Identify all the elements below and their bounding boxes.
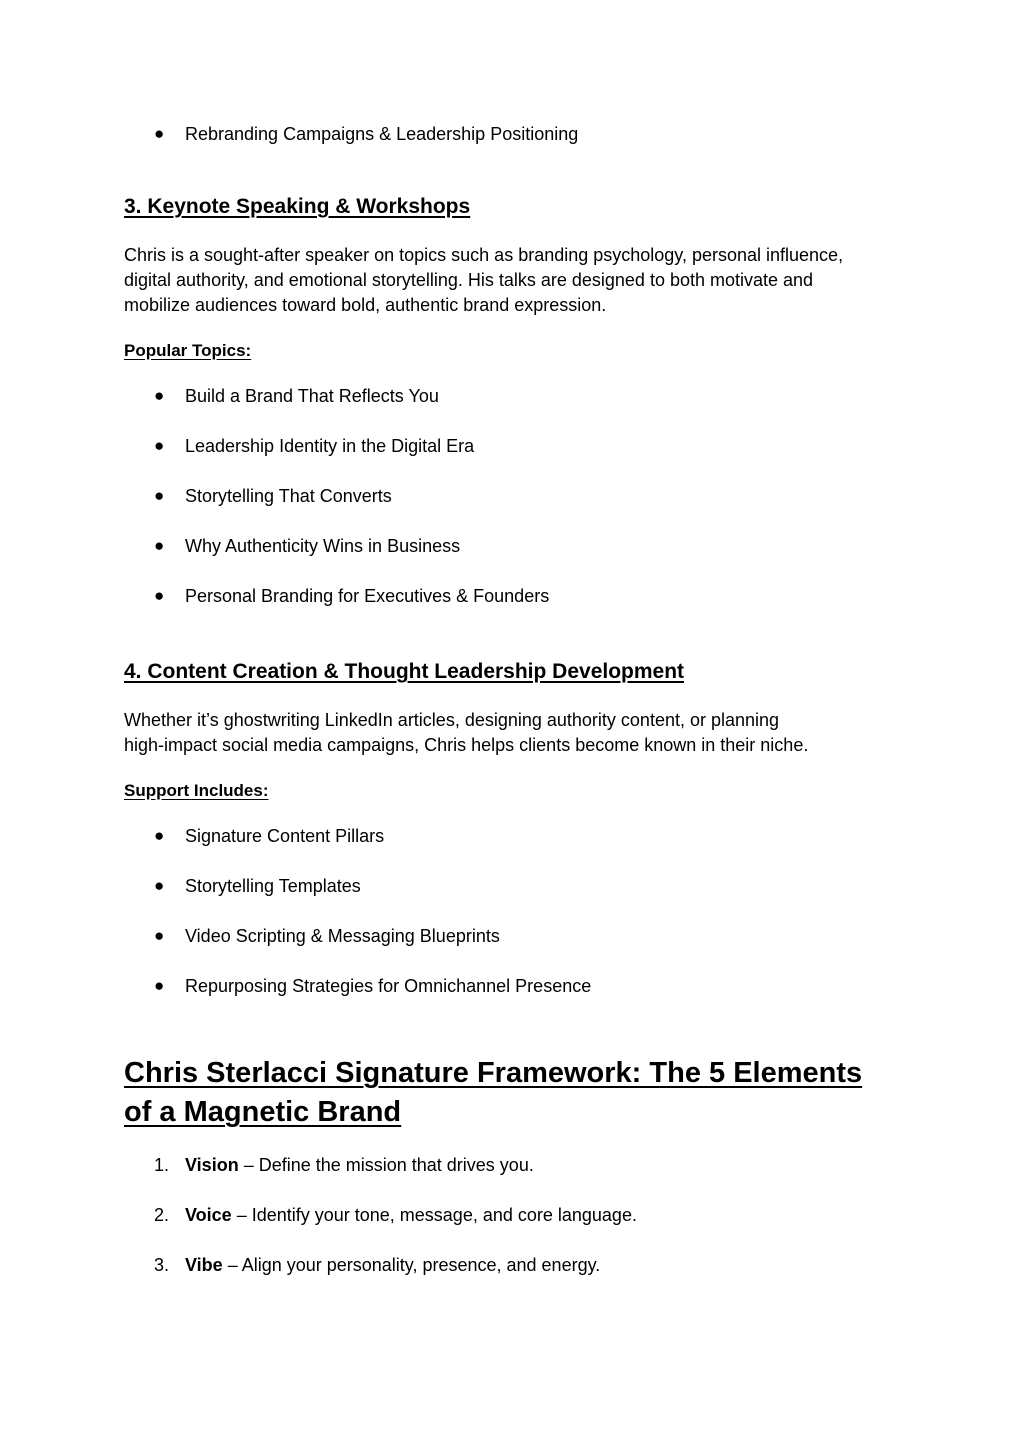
list-item [0, 924, 900, 948]
list-item [0, 534, 900, 558]
element-term: Vibe [185, 1255, 223, 1275]
section-heading-content-creation: 4. Content Creation & Thought Leadership Development [124, 660, 685, 683]
bullet-icon: ● [154, 436, 165, 455]
list-item-text: Personal Branding for Executives & Founders [185, 586, 550, 606]
list-item [0, 434, 900, 458]
section-paragraph-keynote [124, 243, 904, 318]
popular-topics-label: Popular Topics: [124, 341, 252, 360]
list-item [0, 974, 900, 998]
list-item [0, 122, 900, 146]
section-heading-keynote: 3. Keynote Speaking & Workshops [124, 195, 471, 218]
paragraph-line: digital authority, and emotional storytelling. His talks are designed to both motivate and [124, 270, 814, 290]
framework-heading-line: Chris Sterlacci Signature Framework: The 5 Elements [124, 1057, 863, 1089]
element-description: – Identify your tone, message, and core language. [231, 1205, 637, 1225]
section-paragraph-content-creation [124, 708, 904, 758]
paragraph-line: high-impact social media campaigns, Chris helps clients become known in their niche. [124, 735, 809, 755]
list-number: 1. [154, 1155, 170, 1175]
bullet-icon: ● [154, 826, 165, 845]
numbered-list-item [0, 1153, 900, 1177]
bullet-icon: ● [154, 386, 165, 405]
list-item-text [185, 1203, 637, 1227]
list-item-text: Why Authenticity Wins in Business [185, 536, 461, 556]
element-term: Vision [185, 1155, 239, 1175]
list-item-text: Video Scripting & Messaging Blueprints [185, 926, 500, 946]
list-item-text: Storytelling Templates [185, 876, 361, 896]
element-description: – Align your personality, presence, and energy. [222, 1255, 601, 1275]
element-description: – Define the mission that drives you. [238, 1155, 534, 1175]
bullet-icon: ● [154, 536, 165, 555]
list-item [0, 484, 900, 508]
paragraph-line: mobilize audiences toward bold, authentic brand expression. [124, 295, 607, 315]
list-item [0, 584, 900, 608]
paragraph-line: Whether it’s ghostwriting LinkedIn articles, designing authority content, or planning [124, 710, 780, 730]
support-includes-label: Support Includes: [124, 781, 269, 800]
list-number: 2. [154, 1205, 170, 1225]
bullet-icon: ● [154, 876, 165, 895]
bullet-icon: ● [154, 926, 165, 945]
bullet-icon: ● [154, 586, 165, 605]
list-item [0, 384, 900, 408]
list-item [0, 874, 900, 898]
list-item-text: Repurposing Strategies for Omnichannel Presence [185, 976, 592, 996]
list-item-text: Rebranding Campaigns & Leadership Positioning [185, 124, 579, 144]
list-number: 3. [154, 1255, 170, 1275]
list-item-text: Leadership Identity in the Digital Era [185, 436, 475, 456]
bullet-icon: ● [154, 976, 165, 995]
list-item-text: Signature Content Pillars [185, 826, 385, 846]
list-item [0, 824, 900, 848]
list-item-text [185, 1253, 600, 1277]
bullet-icon: ● [154, 124, 165, 143]
element-term: Voice [185, 1205, 232, 1225]
numbered-list-item [0, 1253, 900, 1277]
numbered-list-item [0, 1203, 900, 1227]
list-item-text: Storytelling That Converts [185, 486, 392, 506]
paragraph-line: Chris is a sought-after speaker on topics such as branding psychology, personal influence, [124, 245, 844, 265]
framework-heading-line: of a Magnetic Brand [124, 1096, 402, 1128]
bullet-icon: ● [154, 486, 165, 505]
list-item-text [185, 1153, 534, 1177]
framework-heading [124, 1054, 904, 1132]
list-item-text: Build a Brand That Reflects You [185, 386, 439, 406]
